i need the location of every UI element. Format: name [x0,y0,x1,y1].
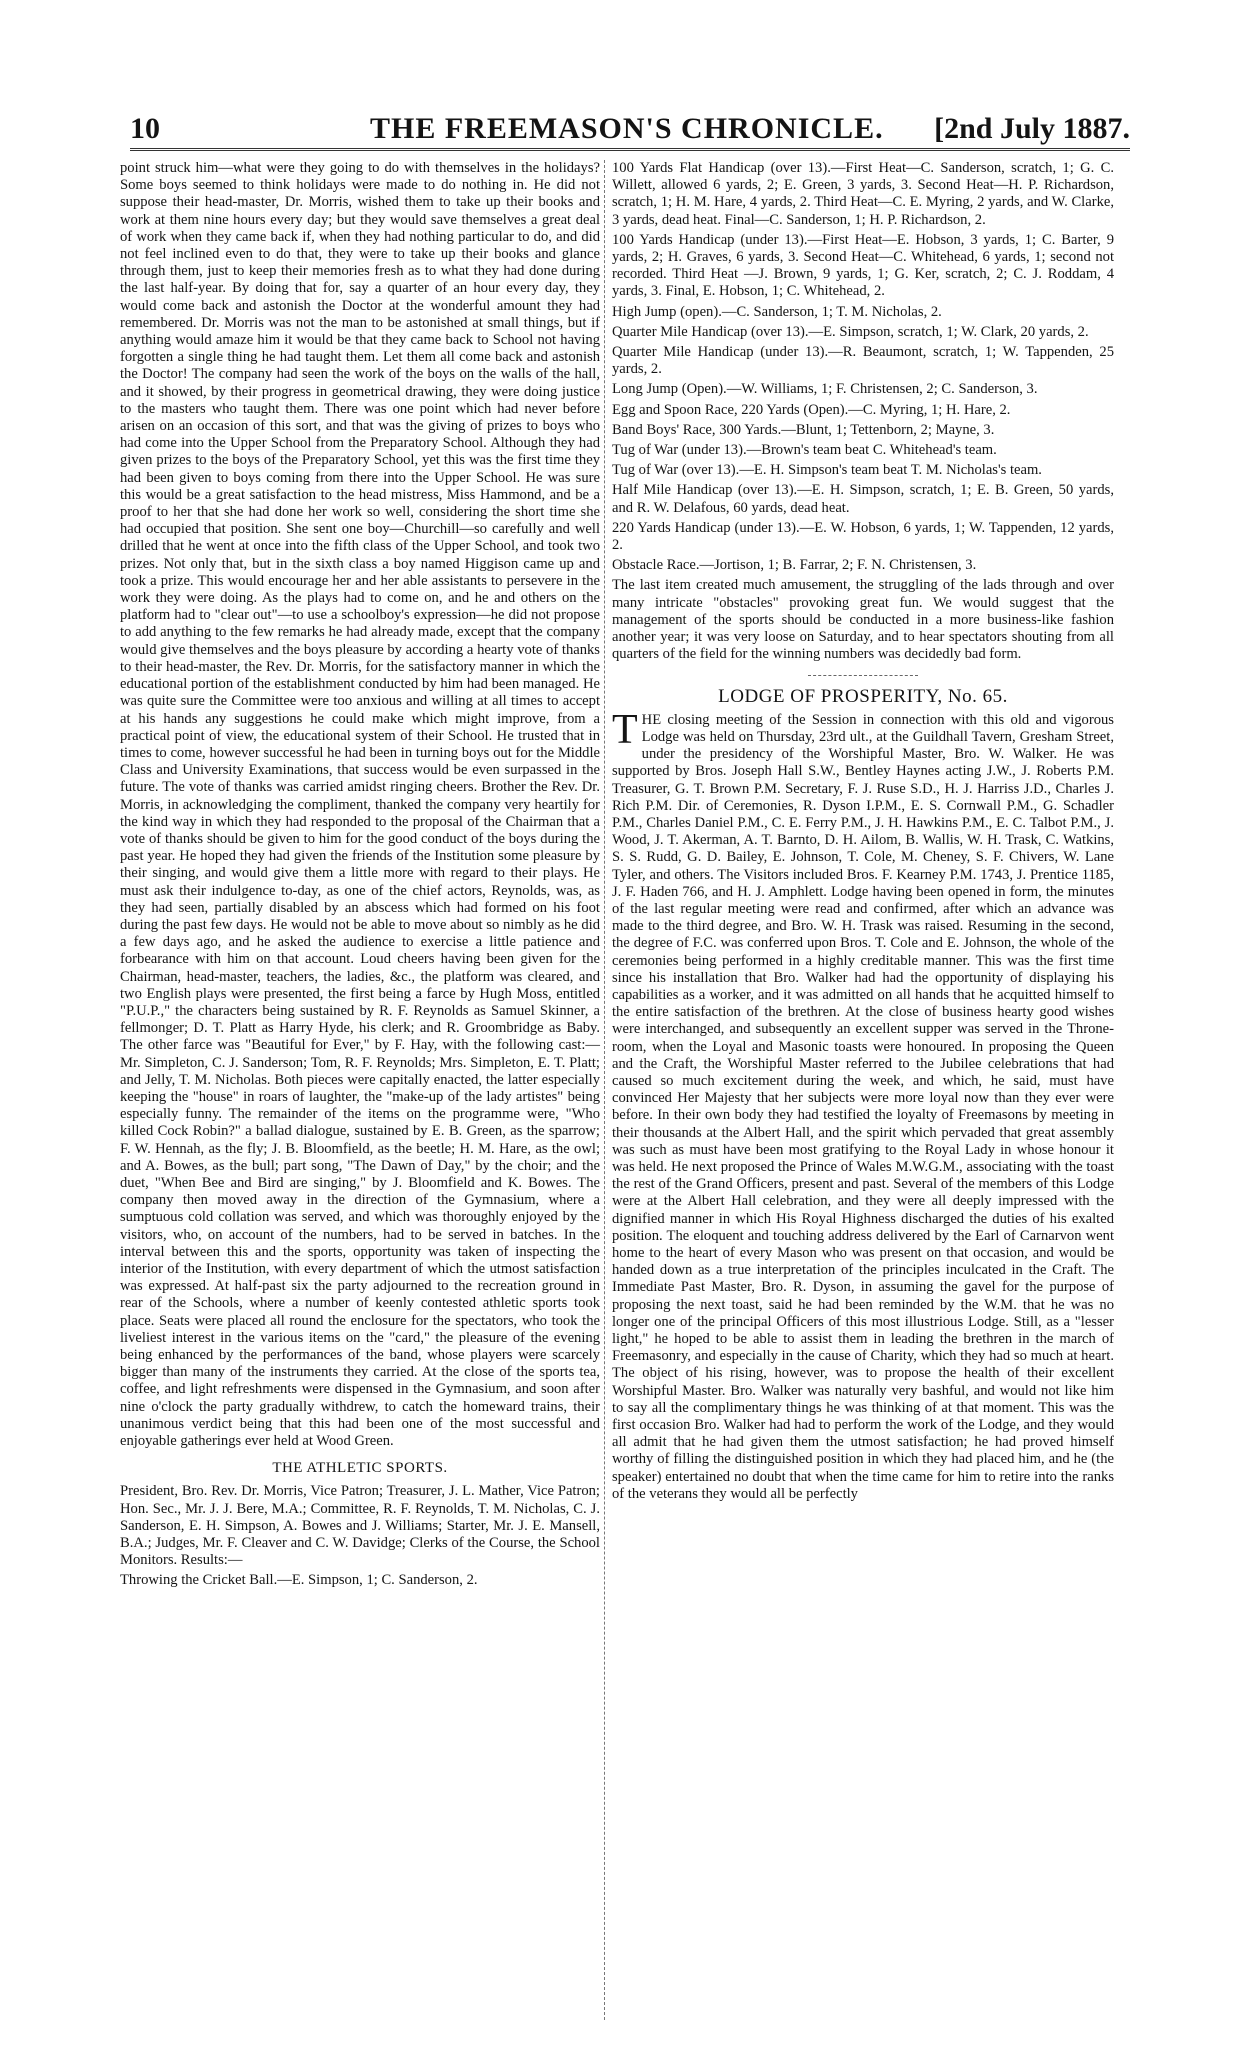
lodge-paragraph [612,706,1114,1503]
sports-closing-paragraph: The last item created much amusement, the struggling of the lads through and over many intricate "obstacles" provoking great fun. We would suggest that the management of the sports should be conducted in a more business-like fashion another year; it was very loose on Saturday, and to hear spectators shouting from all quarters of the field for the winning numbers was decidedly bad form. [612,577,1114,663]
right-column [612,160,1114,1506]
article-paragraph: point struck him—what were they going to do with themselves in the holidays? Some boys seemed to think holidays were made to do nothing in. He did not suppose their head-master, Dr. Morris, wished them to take up their books and work at them nine hours every day; but they would save themselves a great deal of work when they came back if, when they had nothing particular to do, and did not feel inclined even to do that, they were to take up their books and glance through them, just to keep their memories fresh as to what they had done during the last half-year. By doing that for, say a quarter of an hour every day, they would come back and astonish the Doctor at the wonderful amount they had remembered. Dr. Morris was not the man to be astonished at small things, but if anything would amaze him it would be that they came back to School not having forgotten a single thing he had taught them. Let them all come back and astonish the Doctor! The company had seen the work of the boys on the walls of the hall, and it showed, by their progress in geometrical drawing, they were doing justice to the masters who taught them. There was one point which had never before arisen on an occasion of this sort, and that was the giving of prizes to boys who had come into the Upper School from the Preparatory School. Although they had given prizes to the boys of the Preparatory School, yet this was the first time they had been given to boys coming from there into the Upper School. He was sure this would be a great satisfaction to the head mistress, Miss Hammond, and be a proof to her that she had done her work so well, considering the short time she had occupied that position. She sent one boy—Churchill—so carefully and well drilled that he went at once into the fifth class of the Upper School, and took two prizes. Not only that, but in the sixth class a boy named Higgison came up and took a prize. This would encourage her and her able assistants to persevere in the work they were doing. As the plays had to come on, and he and others on the platform had to "clear out"—to use a schoolboy's expression—he did not propose to add anything to the few remarks he had already made, except that the company would give themselves and the boys pleasure by according a hearty vote of thanks to their head-master, the Rev. Dr. Morris, for the satisfactory manner in which the educational portion of the establishment conducted by him had been managed. He was quite sure the Committee were too anxious and willing at all times to accept at his hands any suggestions he could make which might improve, from a practical point of view, the educational system of their School. He trusted that in times to come, however successful he had been in turning boys out for the Middle Class and University Examinations, that success would be even surpassed in the future. The vote of thanks was carried amidst ringing cheers. Brother the Rev. Dr. Morris, in acknowledging the compliment, thanked the company very heartily for the kind way in which they had responded to the proposal of the Chairman that a vote of thanks should be given to him for the good conduct of the boys during the past year. He hoped they had given the friends of the Institution some pleasure by their singing, and would give them a little more with regard to their plays. He must ask their indulgence to-day, as one of the chief actors, Reynolds, was, as they had seen, partially disabled by an abscess which had formed on his foot during the past few days. He would not be able to move about so nimbly as he did a few days ago, and he asked the audience to exercise a little patience and forbearance with him on that account. Loud cheers having been given for the Chairman, head-master, teachers, the ladies, &c., the platform was cleared, and two English plays were presented, the first being a farce by Hugh Moss, entitled "P.U.P.," the characters being sustained by R. F. Reynolds as Samuel Skinner, a fellmonger; D. T. Platt as Harry Hyde, his clerk; and R. Groombridge as Baby. The other farce was "Beautiful for Ever," by F. Hay, with the following cast:—Mr. Simpleton, C. J. Sanderson; Tom, R. F. Reynolds; Mrs. Simpleton, E. T. Platt; and Jelly, T. M. Nicholas. Both pieces were capitally enacted, the latter especially keeping the "house" in roars of laughter, the "make-up of the lady artistes" being especially funny. The remainder of the items on the programme were, "Who killed Cock Robin?" a ballad dialogue, sustained by E. B. Green, as the sparrow; F. W. Hennah, as the fly; J. B. Bloomfield, as the beetle; H. M. Hare, as the owl; and A. Bowes, as the bull; part song, "The Dawn of Day," by the choir; and the duet, "When Bee and Bird are singing," by J. Bloomfield and K. Bowes. The company then moved away in the direction of the Gymnasium, where a sumptuous cold collation was served, and which was thoroughly enjoyed by the visitors, who, on account of the numbers, had to be served in batches. In the interval between this and the sports, opportunity was taken of inspecting the interior of the Institution, with every department of which the utmost satisfaction was expressed. At half-past six the party adjourned to the recreation ground in rear of the Schools, where a number of keenly contested athletic sports took place. Seats were placed all round the enclosure for the spectators, who took the liveliest interest in the various items on the "card," the pleasure of the evening being enhanced by the performances of the band, whose players were scarcely bigger than many of the instruments they carried. At the close of the sports tea, coffee, and light refreshments were dispensed in the Gymnasium, and soon after nine o'clock the party gradually withdrew, to catch the homeward trains, their unanimous verdict being that this had been one of the most successful and enjoyable gatherings ever held at Wood Green. [120,160,600,1450]
lodge-heading: LODGE OF PROSPERITY, No. 65. [718,686,1008,708]
sports-heading: THE ATHLETIC SPORTS. [272,1460,448,1477]
page-header [130,108,1130,148]
sports-result: 100 Yards Flat Handicap (over 13).—First Heat—C. Sanderson, scratch, 1; G. C. Willett, allowed 6 yards, 2; E. Green, 3 yards, 3. Second Heat—H. P. Richardson, scratch, 1; H. M. Hare, 4 yards, 2. Third Heat—C. E. Myring, 2 yards, and W. Clarke, 3 yards, dead heat. Final—C. Sanderson, 1; H. P. Richardson, 2. [612,160,1114,228]
sports-result: Long Jump (Open).—W. Williams, 1; F. Christensen, 2; C. Sanderson, 3. [612,381,1038,398]
sports-result: 220 Yards Handicap (under 13).—E. W. Hobson, 6 yards, 1; W. Tappenden, 12 yards, 2. [612,519,1114,554]
sports-officials: President, Bro. Rev. Dr. Morris, Vice Patron; Treasurer, J. L. Mather, Vice Patron; Hon. Sec., Mr. J. J. Bere, M.A.; Committee, R. F. Reynolds, T. M. Nicholas, C. J. Sanderson, E. H. Simpson, A. Bowes and J. Williams; Starter, Mr. J. E. Mansell, B.A.; Judges, Mr. F. Cleaver and C. W. Davidge; Clerks of the Course, the School Monitors. Results:— [120,1483,600,1569]
left-column [120,160,600,1593]
sports-result: Obstacle Race.—Jortison, 1; B. Farrar, 2; F. N. Christensen, 3. [612,557,977,574]
sports-result: High Jump (open).—C. Sanderson, 1; T. M. Nicholas, 2. [612,303,942,320]
sports-result: Quarter Mile Handicap (over 13).—E. Simpson, scratch, 1; W. Clark, 20 yards, 2. [612,323,1089,340]
column-divider [604,160,605,2020]
sports-result: Half Mile Handicap (over 13).—E. H. Simpson, scratch, 1; E. B. Green, 50 yards, and R. W. Delafous, 60 yards, dead heat. [612,482,1114,516]
sports-result: Band Boys' Race, 300 Yards.—Blunt, 1; Tettenborn, 2; Mayne, 3. [612,421,995,438]
page-number: 10 [130,112,160,145]
issue-date: [2nd July 1887. [934,112,1130,145]
sports-result: Throwing the Cricket Ball.—E. Simpson, 1; C. Sanderson, 2. [120,1572,478,1589]
sports-result: Egg and Spoon Race, 220 Yards (Open).—C. Myring, 1; H. Hare, 2. [612,401,1011,418]
sports-result: Quarter Mile Handicap (under 13).—R. Beaumont, scratch, 1; W. Tappenden, 25 yards, 2. [612,344,1114,378]
lodge-text: HE closing meeting of the Session in connection with this old and vigorous Lodge was held on Thursday, 23rd ult., at the Guildhall Tavern, Gresham Street, under the presidency of the Worshipful Master, Bro. W. Walker. He was supported by Bros. Joseph Hall S.W., Bentley Haynes acting J.W., J. Roberts P.M. Treasurer, G. T. Brown P.M. Secretary, F. J. Ruse S.D., H. J. Harriss J.D., Charles J. Rich P.M. Dir. of Ceremonies, R. Dyson I.P.M., E. S. Cornwall P.M., G. Schadler P.M., Charles Daniel P.M., C. E. Ferry P.M., J. H. Hawkins P.M., E. C. Talbot P.M., J. Wood, J. T. Akerman, A. T. Barnto, D. H. Ailom, B. Wallis, W. H. Trask, C. Watkins, S. S. Rudd, G. D. Bailey, E. Johnson, T. Cole, M. Cheney, S. F. Chivers, W. Lane Tyler, and others. The Visitors included Bros. F. Kearney P.M. 1743, J. Prentice 1185, J. F. Haden 766, and H. J. Amphlett. Lodge having been opened in form, the minutes of the last regular meeting were read and confirmed, after which an advance was made to the third degree, and Bro. W. H. Trask was raised. Resuming in the second, the degree of F.C. was conferred upon Bros. T. Cole and E. Johnson, the whole of the ceremonies being performed in a highly creditable manner. This was the first time since his installation that Bro. Walker had had the opportunity of displaying his capabilities as a worker, and it was admitted on all hands that he acquitted himself to the entire satisfaction of the brethren. At the close of business hearty good wishes were interchanged, and subsequently an excellent supper was served in the Throne-room, when the Loyal and Masonic toasts were honoured. In proposing the Queen and the Craft, the Worshipful Master referred to the Jubilee celebrations that had caused so much excitement during the week, and which, he said, must have convinced Her Majesty that her subjects were more loyal now than they ever were before. In their own body they had testified the loyalty of Freemasons by meeting in their thousands at the Albert Hall, and the spirit which pervaded that great assembly was such as must have been most gratifying to the Royal Lady in whose honour it was held. He next proposed the Prince of Wales M.W.G.M., associating with the toast the rest of the Grand Officers, present and past. Several of the members of this Lodge were at the Albert Hall celebration, and they were all deeply impressed with the dignified manner in which His Royal Highness discharged the duties of his exalted position. The eloquent and touching address delivered by the Earl of Carnarvon went home to the heart of every Mason who was present on that occasion, and would be handed down as a true interpretation of the principles inculcated in the Craft. The Immediate Past Master, Bro. R. Dyson, in assuming the gavel for the purpose of proposing the next toast, said he had been reminded by the W.M. that he was no longer one of the principal Officers of this most illustrious Lodge. Still, as a "lesser light," he hoped to be able to assist them in leading the brethren in the march of Freemasonry, and especially in the cause of Charity, which they had so much at heart. The object of his rising, however, was to propose the health of their excellent Worshipful Master. Bro. Walker was naturally very bashful, and would not like him to say all the complimentary things he was thinking of at that moment. This was the first occasion Bro. Walker had had to perform the work of the Lodge, and they would all admit that he had given them the utmost satisfaction; he had proved himself worthy of filling the distinguished position in which they had placed him, and he (the speaker) entertained no doubt that when the time came for him to retire into the ranks of the veterans they would all be perfectly [612,711,1114,1502]
sports-result: 100 Yards Handicap (under 13).—First Heat—E. Hobson, 3 yards, 1; C. Barter, 9 yards, 2; H. Graves, 6 yards, 3. Second Heat—C. Whitehead, 6 yards, 1; second not recorded. Third Heat —J. Brown, 9 yards, 1; G. Ker, scratch, 2; C. J. Roddam, 4 yards, 3. Final, E. Hobson, 1; C. Whitehead, 2. [612,231,1114,300]
header-rule [130,148,1130,155]
sports-result: Tug of War (over 13).—E. H. Simpson's team beat T. M. Nicholas's team. [612,462,1042,479]
drop-cap: T [612,706,638,753]
sports-result: Tug of War (under 13).—Brown's team beat C. Whitehead's team. [612,442,997,459]
section-divider [808,675,918,676]
masthead-title: THE FREEMASON'S CHRONICLE. [370,112,884,145]
